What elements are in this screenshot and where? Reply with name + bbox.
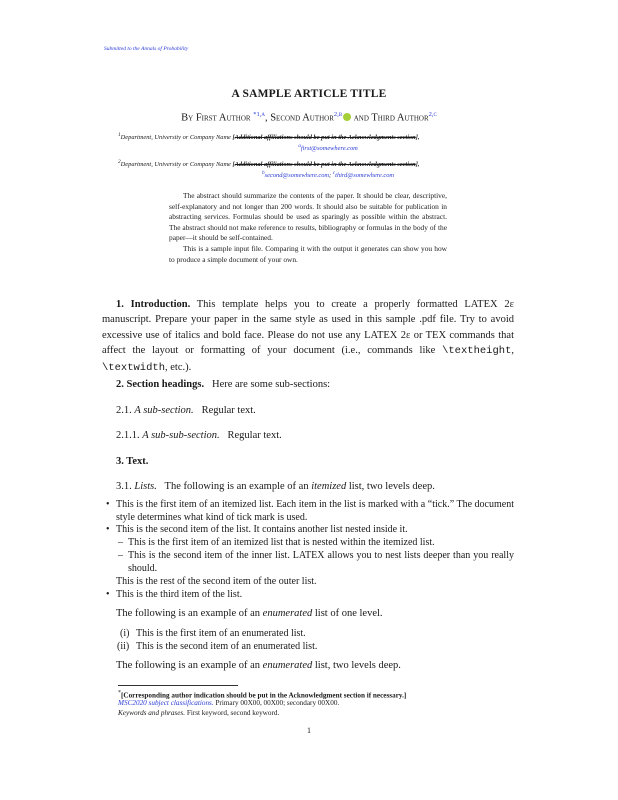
email-mark: c xyxy=(332,170,336,177)
author-1: First Author xyxy=(195,112,251,124)
lists-text: The following is an example of an xyxy=(164,481,309,492)
enum-text: This is the second item of an enumerated list. xyxy=(136,641,318,652)
affiliation-1 xyxy=(118,131,538,153)
email-link[interactable]: third@somewhere.com xyxy=(335,172,395,180)
author-2: Second Author xyxy=(270,112,334,124)
enumerated-intro-2 xyxy=(102,658,514,673)
list-item-continuation: This is the rest of the second item of the outer list. xyxy=(116,576,317,587)
subsubsection-text: Regular text. xyxy=(227,430,282,441)
and-label: and xyxy=(353,112,369,124)
email-link[interactable]: second@somewhere.com xyxy=(264,172,330,180)
enum-text-end: list of one level. xyxy=(314,608,383,619)
affiliation-2 xyxy=(118,158,538,180)
enum-emphasis: enumerated xyxy=(262,660,313,671)
intro-text-end: , etc.). xyxy=(165,361,192,373)
subsection-lists xyxy=(102,479,514,494)
dash-icon: – xyxy=(118,537,123,548)
keywords-text: First keyword, second keyword. xyxy=(186,709,280,717)
nested-list-item: – This is the first item of an itemized list that is nested within the itemized list. xyxy=(118,537,435,548)
affiliation-note-close: ], xyxy=(415,161,420,169)
email-mark: b xyxy=(261,170,265,177)
affiliation-note-open: [ xyxy=(230,134,235,142)
affiliation-number: 2 xyxy=(118,159,121,165)
section-text: Here are some sub-sections: xyxy=(211,379,331,390)
section-heading: 2. Section headings. xyxy=(116,379,205,390)
bullet-icon: • xyxy=(106,524,110,535)
footnote-keywords xyxy=(118,708,279,718)
code-textheight: \textheight xyxy=(442,345,512,358)
enum-text-end: list, two levels deep. xyxy=(314,660,401,671)
affiliation-note-open: [ xyxy=(230,161,235,169)
lists-emphasis: itemized xyxy=(311,481,347,492)
author-3: Third Author xyxy=(371,112,429,124)
affiliation-note: Additional affiliations should be put in the Acknowledgments section xyxy=(234,161,416,169)
code-textwidth: \textwidth xyxy=(102,361,166,374)
msc-link[interactable]: MSC2020 subject classifications. xyxy=(118,699,214,707)
nested-list-item: – This is the second item of the inner list. LATEX allows you to nest lists deeper than you really should. xyxy=(118,550,514,574)
subsubsection-title: A sub-sub-section. xyxy=(142,430,220,441)
abstract-paragraph: The abstract should summarize the contents of the paper. It should be clear, descriptive, self-explanatory and not longer than 200 words. It should also be suitable for publication in abstracting services. Formulas should be used as sparingly as possible within the abstract. The abstract should not make reference to results, bibliography or formulas in the body of the paper—it should be self-contained. xyxy=(169,191,447,243)
enum-item xyxy=(117,641,510,654)
article-title: A SAMPLE ARTICLE TITLE xyxy=(231,88,387,100)
intro-text: This template helps you to create a properly formatted LATEX 2ε manuscript. Prepare your paper in the same style as used in this sample .pdf file. Try to avoid excessive use of italics and bold face. Please do not use any LATEX 2ε or TEX commands that affect the layout or formatting of your document (i.e., commands like xyxy=(102,299,514,357)
enum-text: This is the first item of an enumerated list. xyxy=(136,628,306,639)
enum-text: The following is an example of an xyxy=(116,660,261,671)
subsection-number: 3.1. xyxy=(116,481,132,492)
page-number: 1 xyxy=(307,726,311,735)
bullet-icon: • xyxy=(106,589,110,600)
enum-text: The following is an example of an xyxy=(116,608,261,619)
author-3-marks[interactable]: 2,c xyxy=(428,111,437,118)
author-2-marks[interactable]: 2,b xyxy=(333,111,343,118)
list-item: • This is the first item of an itemized list. Each item in the list is marked with a “tick.” The document style determines what kind of tick mark is used. xyxy=(106,499,514,523)
list-item: • This is the third item of the list. xyxy=(106,589,243,600)
section-heading: 1. Introduction. xyxy=(116,299,191,310)
author-sep: , xyxy=(264,112,268,124)
subsubsection-number: 2.1.1. xyxy=(116,430,140,441)
affiliation-note: Additional affiliations should be put in the Acknowledgments section xyxy=(234,134,416,142)
affiliation-dept: Department, University or Company Name xyxy=(120,134,231,142)
email-mark: a xyxy=(298,143,301,150)
section-headings xyxy=(102,377,514,392)
list-item: • This is the second item of the list. It contains another list nested inside it. xyxy=(106,524,408,535)
section-introduction xyxy=(102,297,514,376)
enum-item xyxy=(120,628,510,641)
email-sep: ; xyxy=(329,172,332,180)
author-line xyxy=(0,111,618,124)
orcid-icon[interactable] xyxy=(343,113,351,121)
enum-label: (i) xyxy=(120,628,130,639)
subsection-title: A sub-section. xyxy=(134,405,194,416)
author-1-marks[interactable]: *1,a xyxy=(253,111,265,118)
abstract xyxy=(169,191,447,265)
section-heading: 3. Text. xyxy=(116,456,149,467)
footnote-text: [Corresponding author indication should be put in the Acknowledgment section if necessary.] xyxy=(121,691,407,700)
email-link[interactable]: first@somewhere.com xyxy=(300,145,358,153)
bullet-icon: • xyxy=(106,499,110,510)
by-label: By xyxy=(181,112,194,124)
dash-icon: – xyxy=(118,550,123,561)
journal-header: Submitted to the Annals of Probability xyxy=(104,46,189,52)
subsection xyxy=(102,403,514,418)
section-text xyxy=(102,454,514,469)
subsubsection xyxy=(102,428,514,443)
footnote-msc xyxy=(118,698,339,708)
subsection-number: 2.1. xyxy=(116,405,132,416)
abstract-paragraph: This is a sample input file. Comparing it with the output it generates can show you how to produce a simple document of your own. xyxy=(169,243,447,264)
subsection-title: Lists. xyxy=(134,481,157,492)
affiliation-note-close: ], xyxy=(415,134,420,142)
enum-label: (ii) xyxy=(117,641,130,652)
footnote-mark: * xyxy=(118,690,121,696)
subsection-text: Regular text. xyxy=(201,405,256,416)
affiliation-number: 1 xyxy=(118,132,121,138)
enum-emphasis: enumerated xyxy=(262,608,313,619)
lists-text-end: list, two levels deep. xyxy=(348,481,435,492)
footnote-rule xyxy=(118,685,238,686)
intro-comma: , xyxy=(511,345,515,357)
msc-text: Primary 00X00, 00X00; secondary 00X00. xyxy=(215,699,340,707)
affiliation-dept: Department, University or Company Name xyxy=(120,161,231,169)
keywords-label: Keywords and phrases. xyxy=(118,709,186,717)
enumerated-intro xyxy=(102,606,514,621)
